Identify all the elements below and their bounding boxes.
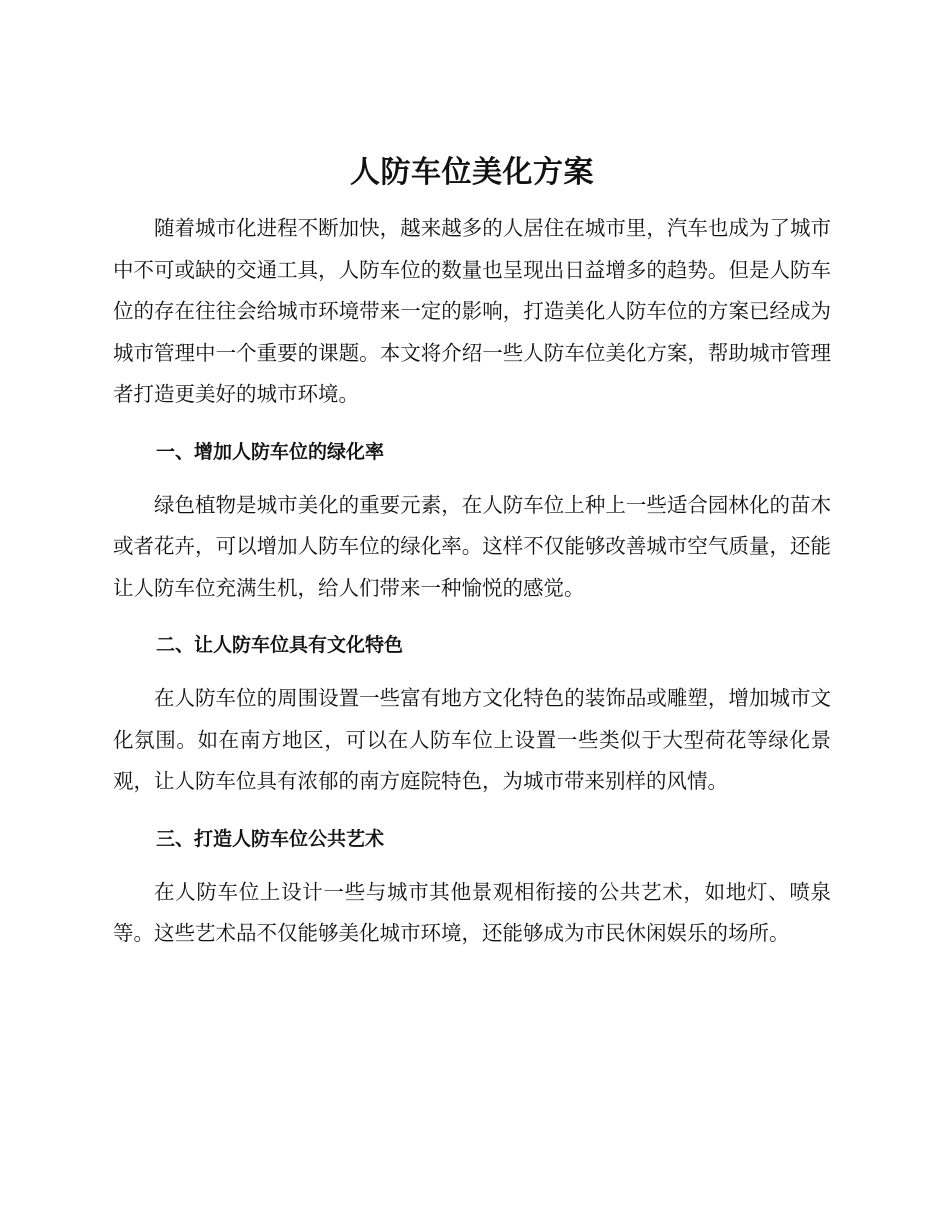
section-body-public-art: 在人防车位上设计一些与城市其他景观相衔接的公共艺术，如地灯、喷泉等。这些艺术品不仅能够美化城市环境，还能够成为市民休闲娱乐的场所。 <box>113 879 831 945</box>
document-title: 人防车位美化方案 <box>350 155 594 190</box>
document-body <box>113 146 831 955</box>
section-body-greening: 绿色植物是城市美化的重要元素，在人防车位上种上一些适合园林化的苗木或者花卉，可以增加人防车位的绿化率。这样不仅能够改善城市空气质量，还能让人防车位充满生机，给人们带来一种愉悦的感觉。 <box>113 492 831 600</box>
section-heading-greening: 一、增加人防车位的绿化率 <box>156 440 385 463</box>
section-body-culture: 在人防车位的周围设置一些富有地方文化特色的装饰品或雕塑，增加城市文化氛围。如在南方地区，可以在人防车位上设置一些类似于大型荷花等绿化景观，让人防车位具有浓郁的南方庭院特色，为城市带来别样的风情。 <box>113 686 831 793</box>
section-heading-culture: 二、让人防车位具有文化特色 <box>156 634 404 656</box>
intro-paragraph: 随着城市化进程不断加快，越来越多的人居住在城市里，汽车也成为了城市中不可或缺的交通工具，人防车位的数量也呈现出日益增多的趋势。但是人防车位的存在往往会给城市环境带来一定的影响，打造美化人防车位的方案已经成为城市管理中一个重要的课题。本文将介绍一些人防车位美化方案，帮助城市管理者打造更美好的城市环境。 <box>113 216 831 406</box>
section-heading-public-art: 三、打造人防车位公共艺术 <box>156 827 385 850</box>
